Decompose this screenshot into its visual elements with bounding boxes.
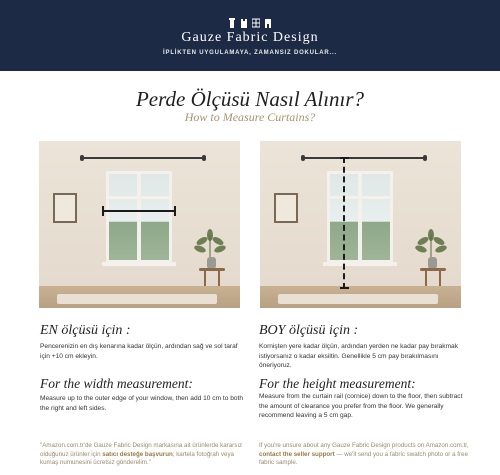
height-text-en: Measure from the curtain rail (cornice) down to the floor, then subtract the amount of clearance you prefer from the floor. We generally recommend leaving a 5 cm gap. <box>259 393 463 419</box>
castle-icon <box>240 15 248 25</box>
footer-note-tr <box>40 442 250 468</box>
wall-picture <box>274 193 298 223</box>
grid-icon <box>252 15 260 25</box>
plant-icon <box>413 227 449 259</box>
window <box>327 171 393 263</box>
rug <box>57 294 217 304</box>
rug <box>278 294 438 304</box>
width-heading-tr: EN ölçüsü için : <box>40 323 131 338</box>
height-measure-line <box>343 157 345 289</box>
wall-picture <box>53 193 77 223</box>
brand-logo <box>0 15 500 25</box>
seller-support-link-en[interactable]: contact the seller support <box>259 450 335 458</box>
footer-en-pre: If you're unsure about any Gauze Fabric Design products on Amazon.com.tr, <box>259 442 469 449</box>
height-measurement-illustration <box>260 141 461 308</box>
footer-tr-post: ; kartela fotoğrafı veya kumaş numunesini ücretsiz gönderelim." <box>40 450 234 467</box>
curtain-rod <box>83 157 203 159</box>
width-measure-line <box>102 210 176 212</box>
footer-tr-pre: "Amazon.com.tr'de Gauze Fabric Design markasına ait ürünlerde kararsız olduğunuz ürünler için <box>40 442 243 458</box>
curtain-rod <box>304 157 424 159</box>
tower-icon <box>228 15 236 25</box>
width-heading-en: For the width measurement: <box>40 376 193 391</box>
plant-icon <box>192 227 228 259</box>
width-text-tr: Pencerenizin en dış kenarına kadar ölçün, ardından sağ ve sol taraf için +10 cm ekleyin. <box>40 343 238 360</box>
window-sill <box>323 262 397 266</box>
height-heading-en: For the height measurement: <box>259 376 416 391</box>
header-banner <box>0 0 500 71</box>
footer-en-post: — we'll send you a fabric swatch photo or a free fabric sample. <box>259 450 468 467</box>
seller-support-link-tr[interactable]: satıcı desteğe başvurun <box>102 450 173 458</box>
width-measurement-illustration <box>39 141 240 308</box>
brand-tagline: İPLİKTEN UYGULAMAYA, ZAMANSIZ DOKULAR... <box>163 50 337 56</box>
brand-name: Gauze Fabric Design <box>181 30 319 45</box>
building-icon <box>264 15 272 25</box>
window <box>106 171 172 263</box>
window-sill <box>102 262 176 266</box>
height-text-tr: Kornişten yere kadar ölçün, ardından yerden ne kadar pay bırakmak istiyorsanız o kadar eksiltin. Genellikle 5 cm pay bırakılmasını öneriyoruz. <box>259 343 459 369</box>
page-subtitle: How to Measure Curtains? <box>184 110 316 124</box>
footer-note-en <box>259 442 469 468</box>
width-text-en: Measure up to the outer edge of your window, then add 10 cm to both the right and left sides. <box>40 395 244 412</box>
page-title: Perde Ölçüsü Nasıl Alınır? <box>135 87 365 111</box>
height-heading-tr: BOY ölçüsü için : <box>259 323 359 338</box>
